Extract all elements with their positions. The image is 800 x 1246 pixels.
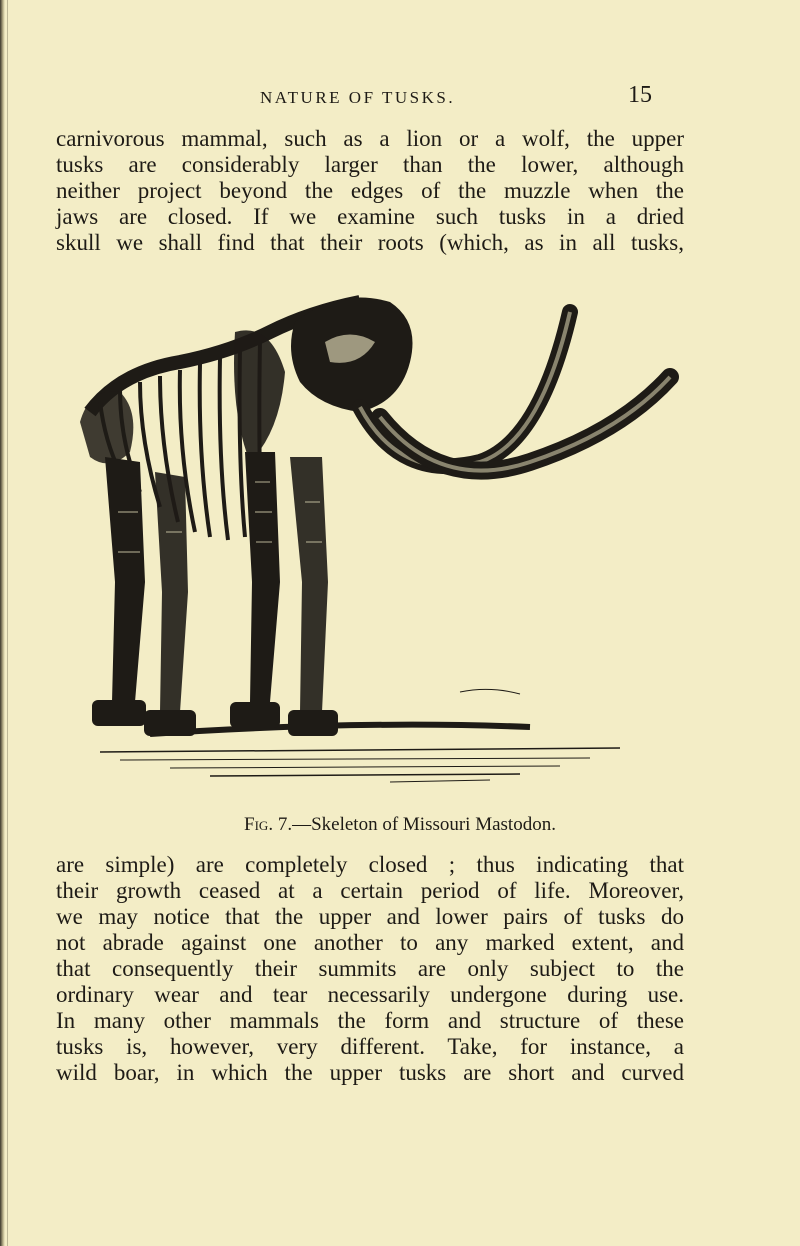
text-line: ordinary wear and tear necessarily undergone during use. xyxy=(56,982,684,1007)
running-head: NATURE OF TUSKS. xyxy=(260,88,456,107)
page-binding-line xyxy=(7,0,8,1246)
front-legs xyxy=(230,452,338,736)
mastodon-skeleton-illustration xyxy=(60,282,690,802)
text-line: neither project beyond the edges of the muzzle when the xyxy=(56,178,684,203)
text-line: In many other mammals the form and structure of these xyxy=(56,1008,684,1033)
text-line: not abrade against one another to any marked extent, and xyxy=(56,930,684,955)
text-line: tusks is, however, very different. Take, for instance, a xyxy=(56,1034,684,1059)
text-line: we may notice that the upper and lower pairs of tusks do xyxy=(56,904,684,929)
figure-caption xyxy=(0,814,800,836)
text-line: skull we shall find that their roots (which, as in all tusks, xyxy=(56,230,684,255)
text-line: their growth ceased at a certain period of life. Moreover, xyxy=(56,878,684,903)
text-line: that consequently their summits are only subject to the xyxy=(56,956,684,981)
page-binding-edge xyxy=(0,0,5,1246)
mastodon-skeleton-icon xyxy=(60,282,690,802)
text-line: are simple) are completely closed ; thus indicating that xyxy=(56,852,684,877)
figure-label: Fig. 7. xyxy=(244,814,293,835)
page-header xyxy=(0,84,800,112)
figure-caption-text: —Skeleton of Missouri Mastodon. xyxy=(292,814,556,835)
text-line: jaws are closed. If we examine such tusks in a dried xyxy=(56,204,684,229)
text-line: tusks are considerably larger than the lower, although xyxy=(56,152,684,177)
hind-legs xyxy=(92,457,196,736)
text-line: carnivorous mammal, such as a lion or a wolf, the upper xyxy=(56,126,684,151)
pelvis xyxy=(80,391,133,463)
page-number: 15 xyxy=(628,82,652,108)
text-line: wild boar, in which the upper tusks are short and curved xyxy=(56,1060,684,1085)
